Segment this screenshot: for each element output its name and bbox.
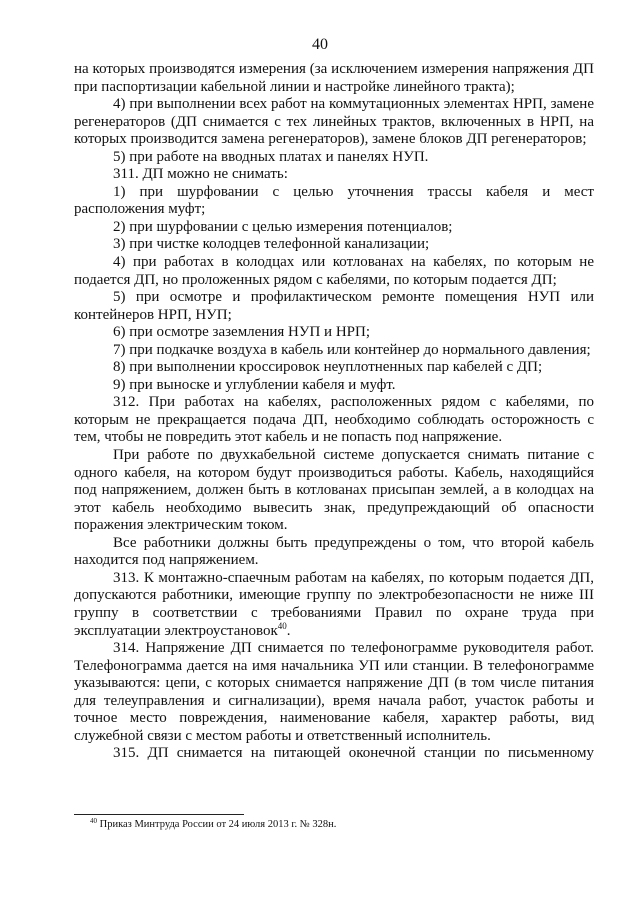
footnote-text: Приказ Минтруда России от 24 июля 2013 г. № 328н.	[97, 819, 337, 830]
paragraph-text: 311. ДП можно не снимать:	[113, 166, 288, 183]
paragraph	[74, 236, 594, 254]
paragraph	[74, 745, 594, 763]
paragraph-text: 9) при выноске и углублении кабеля и муфт.	[113, 376, 396, 393]
paragraph	[74, 377, 594, 395]
paragraph	[74, 394, 594, 447]
paragraph-text: 4) при работах в колодцах или котлованах на кабелях, по которым не подается ДП, но проложенных рядом с кабелями, по которым подается ДП;	[74, 254, 594, 288]
paragraph-text: 312. При работах на кабелях, расположенных рядом с кабелями, по которым не прекращается подача ДП, необходимо соблюдать осторожность с тем, чтобы не повредить этот кабель и не попасть под напряжение.	[74, 394, 594, 446]
footnote	[90, 818, 336, 831]
paragraph-text-tail: .	[286, 622, 291, 639]
paragraph	[74, 184, 594, 219]
paragraph	[74, 570, 594, 640]
paragraph-text: 314. Напряжение ДП снимается по телефонограмме руководителя работ. Телефонограмма дается на имя начальника УП или станции. В телефонограмме указываются: цепи, с которых снимается напряжение ДП (в том числе питания для телеуправления и сигнализации), время начала работ, участок работы и точное место повреждения, наименование кабеля, характер работы, вид служебной связи с местом работы и ответственный исполнитель.	[74, 640, 594, 744]
paragraph-text: 6) при осмотре заземления НУП и НРП;	[113, 324, 371, 341]
body-text	[74, 61, 594, 763]
footnote-divider	[74, 814, 244, 815]
paragraph	[74, 447, 594, 535]
paragraph-text: 5) при осмотре и профилактическом ремонте помещения НУП или контейнеров НРП, НУП;	[74, 289, 594, 323]
paragraph	[74, 166, 594, 184]
paragraph-text: 7) при подкачке воздуха в кабель или контейнер до нормального давления;	[113, 341, 591, 358]
paragraph-text: 4) при выполнении всех работ на коммутационных элементах НРП, замене регенераторов (ДП снимается с тех линейных трактов, включенных в НРП, на которых производится замена регенераторов), замене блоков ДП регенераторов;	[74, 96, 594, 148]
paragraph	[74, 219, 594, 237]
paragraph-text: на которых производятся измерения (за исключением измерения напряжения ДП при паспортизации кабельной линии и настройке линейного тракта);	[74, 61, 594, 95]
paragraph	[74, 254, 594, 289]
paragraph-text: 5) при работе на вводных платах и панелях НУП.	[113, 148, 429, 165]
paragraph-text: Все работники должны быть предупреждены о том, что второй кабель находится под напряжением.	[74, 534, 594, 569]
paragraph	[74, 640, 594, 745]
paragraph	[74, 324, 594, 342]
page-number: 40	[312, 36, 328, 53]
paragraph-text: 2) при шурфовании с целью измерения потенциалов;	[113, 218, 453, 235]
paragraph-text: При работе по двухкабельной системе допускается снимать питание с одного кабеля, на котором будут производиться работы. Кабель, находящийся под напряжением, должен быть в котлованах присыпан землей, а в колодцах на этот кабель необходимо вывесить знак, предупреждающий об опасности поражения электрическим током.	[74, 447, 594, 534]
paragraph	[74, 359, 594, 377]
footnote-reference: 40	[277, 620, 287, 631]
paragraph-text: 313. К монтажно-спаечным работам на кабелях, по которым подается ДП, допускаются работники, имеющие группу по электробезопасности не ниже III группу в соответствии с требованиями Правил по охране труда при эксплуатации электроустановок	[74, 569, 594, 639]
paragraph-text: 8) при выполнении кроссировок неуплотненных пар кабелей с ДП;	[113, 359, 543, 376]
paragraph	[74, 289, 594, 324]
paragraph-text: 1) при шурфовании с целью уточнения трассы кабеля и мест расположения муфт;	[74, 183, 594, 218]
paragraph-text: 315. ДП снимается на питающей оконечной станции по письменному	[113, 745, 594, 762]
paragraph	[74, 535, 594, 570]
paragraph	[74, 342, 594, 360]
paragraph	[74, 61, 594, 96]
footnote-marker: 40	[90, 817, 97, 825]
paragraph	[74, 96, 594, 149]
paragraph	[74, 149, 594, 167]
paragraph-text: 3) при чистке колодцев телефонной канализации;	[113, 236, 430, 253]
